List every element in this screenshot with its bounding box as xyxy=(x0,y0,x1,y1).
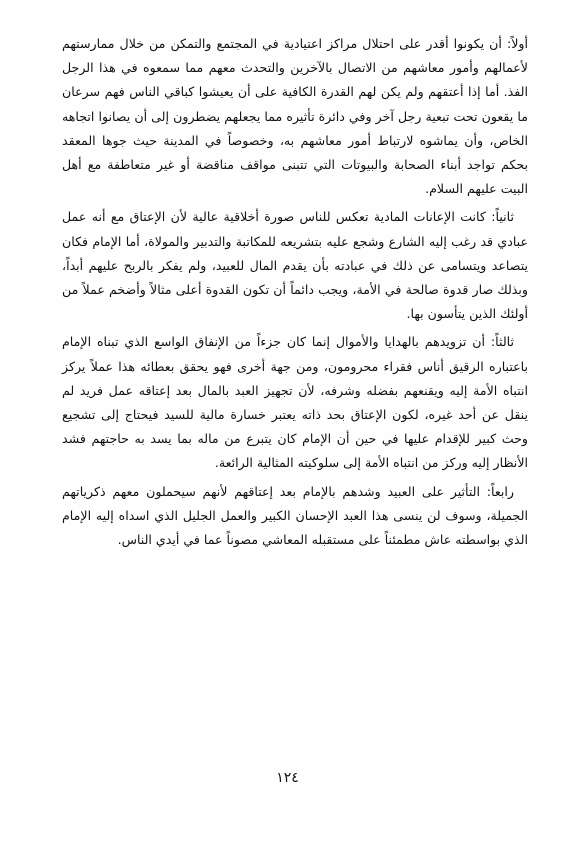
page-number: ١٢٤ xyxy=(276,770,299,786)
paragraph-third: ثالثاً: أن تزويدهم بالهدايا والأموال إنما كان جزءاً من الإنفاق الواسع الذي تبناه الإمام باعتباره الرقيق أناس فقراء محرومون، ومن جهة أخرى فهو يحقق بعطائه هذا عملاً يركز انتباه الأمة إليه ويقنعهم بفضله وشرفه، لأن تجهيز العبد بالمال بعد إعتاقه عمل فريد لم ينقل عن أحد غيره، لكون الإعتاق بحد ذاته يعتبر خسارة مالية للسيد فيحتاج إلى تشجيع وحث كبير للإقدام عليها في حين أن الإمام كان يتبرع من ماله بما يسد به حاجتهم فشد الأنظار إليه وركز من انتباه الأمة إلى سلوكيته المثالية الرائعة. xyxy=(62,334,528,471)
paragraph-second: ثانياً: كانت الإعانات المادية تعكس للناس صورة أخلاقية عالية لأن الإعتاق مع أنه عمل عبادي قد رغب إليه الشارع وشجع عليه بتشريعه للمكاتبة والتدبير والمولاة، أما الإمام فكان يتصاعد ويتسامى عن ذلك في عبادته بأن يقدم المال للعبيد، ولم يفكر بالربح عليهم أبداً، وبذلك صار قدوة صالحة في الأمة، ويجب دائماً أن تكون القدوة أعلى مثالاً وأضخم عملاً من أولئك الذين يتأسون بها. xyxy=(62,209,528,322)
paragraph-first: أولاً: أن يكونوا أقدر على احتلال مراكز اعتيادية في المجتمع والتمكن من خلال ممارستهم لأعمالهم وأمور معاشهم من الاتصال بالآخرين والتحدث معهم مما سمعوه في هذا الرجل الفذ. أما إذا أعتقهم ولم يكن لهم القدرة الكافية على أن يعيشوا كباقي الناس فهم سرعان ما يقعون تحت تبعية رجل آخر وفي دائرة تأثيره مما يجعلهم يضطرون إلى أن يصانوا اتجاهه الخاص، وأن يماشوه لارتباط أمور معاشهم به، وخصوصاً في المدينة حيث جوها المعقد بحكم تواجد أبناء الصحابة والبيوتات التي تتبنى مواقف مناقضة أو غير متعاطفة مع أهل البيت عليهم السلام. xyxy=(62,36,528,197)
paragraph-fourth: رابعاً: التأثير على العبيد وشدهم بالإمام بعد إعتاقهم لأنهم سيحملون معهم ذكرياتهم الجميلة، وسوف لن ينسى هذا العبد الإحسان الكبير والعمل الجليل الذي اسداه إليه الإمام الذي بواسطته عاش مطمئناً على مستقبله المعاشي مصوناً عما في أيدي الناس. xyxy=(62,483,528,548)
page-body xyxy=(62,32,528,556)
